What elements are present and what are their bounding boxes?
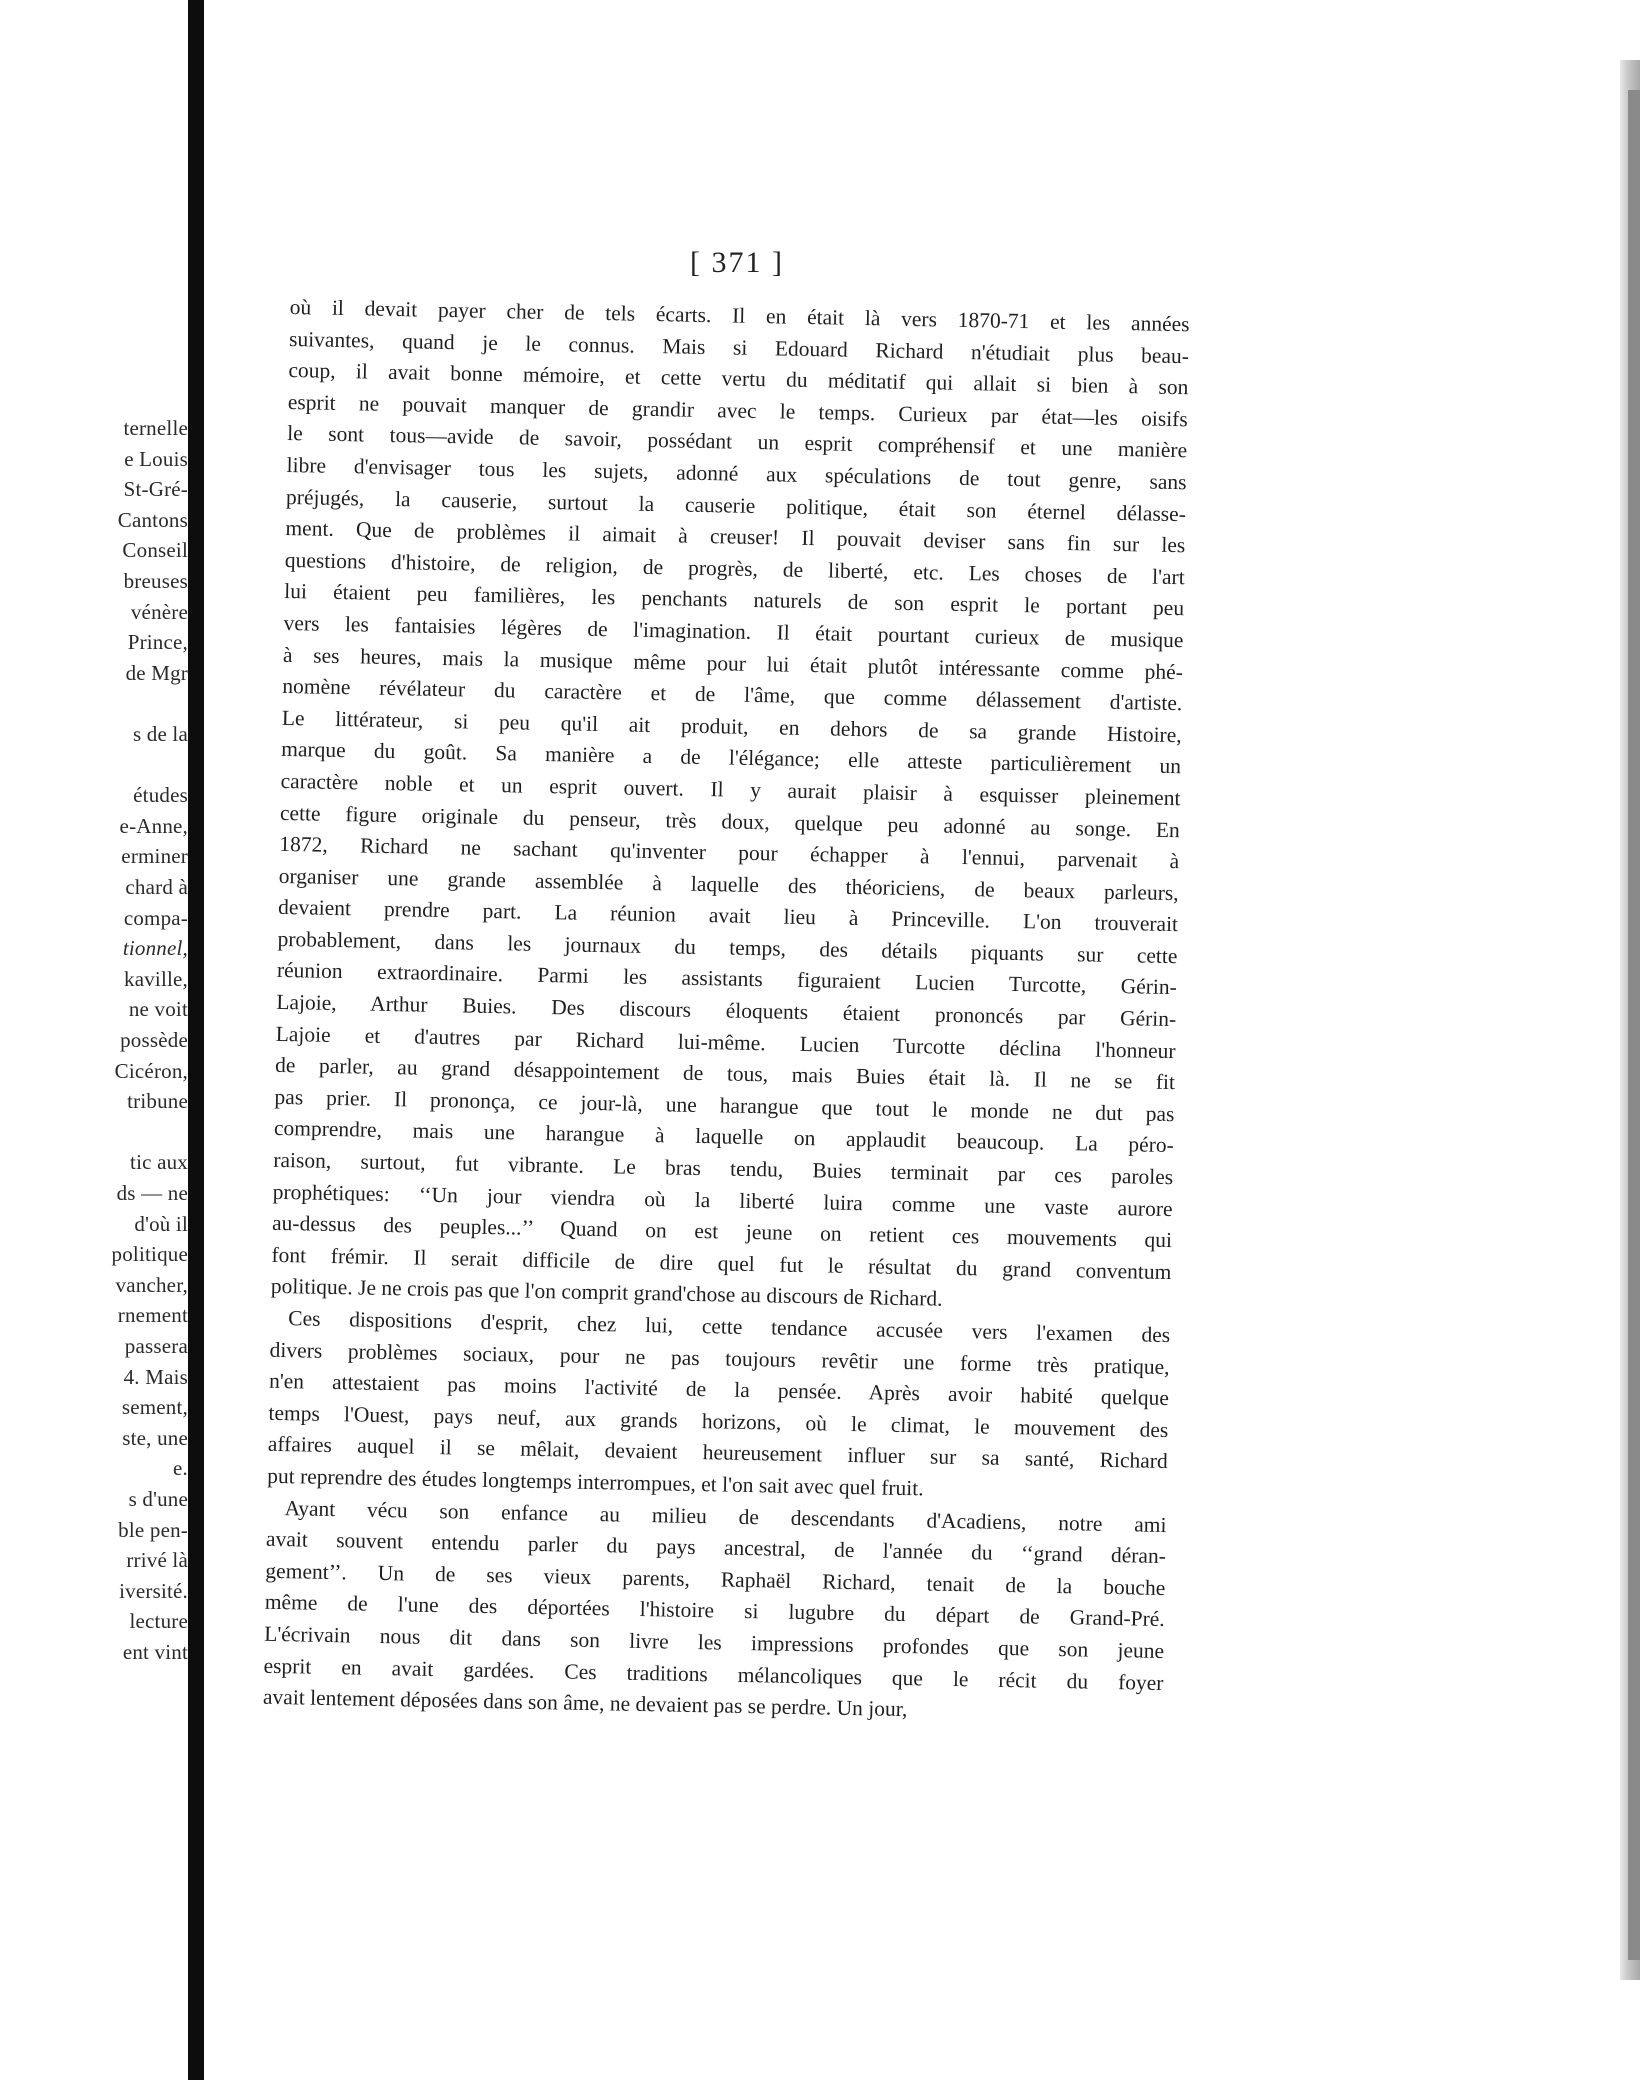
left-page-line: sement,	[121, 1395, 188, 1420]
text-line: au-dessus des peuples...’’ Quand on est jeune on retient ces mouvements qui	[271, 1211, 1173, 1253]
left-page-line: erminer	[121, 844, 188, 869]
text-line: L'écrivain nous dit dans son livre les impressions profondes que son jeune	[264, 1621, 1165, 1663]
text-line: probablement, dans les journaux du temps, des détails piquants sur cette	[277, 926, 1178, 969]
text-line: coup, il avait bonne mémoire, et cette vertu du méditatif qui allait si bien à son	[288, 358, 1189, 400]
text-line: esprit en avait gardées. Ces traditions mélancoliques que le récit du foyer	[263, 1653, 1164, 1695]
text-line: de parler, au grand désappointement de tous, mais Buies était là. Il ne se fit	[274, 1053, 1176, 1095]
text-line: font frémir. Il serait difficile de dire quel fut le résultat du grand conventum	[271, 1242, 1172, 1284]
text-line: temps l'Ouest, pays neuf, aux grands horizons, où le climat, le mouvement des	[268, 1400, 1169, 1442]
left-page-line: tribune	[127, 1089, 188, 1114]
text-line: organiser une grande assemblée à laquelle des théoriciens, de beaux parleurs,	[278, 863, 1179, 905]
left-page-line: tic aux	[130, 1150, 188, 1175]
left-page-line: vancher,	[115, 1272, 188, 1297]
left-page-line: ste, une	[122, 1425, 188, 1450]
left-page-line: St-Gré-	[123, 477, 188, 502]
left-page-line: de Mgr	[125, 660, 188, 685]
text-line: put reprendre des études longtemps interrompues, et l'on sait avec quel fruit.	[267, 1463, 924, 1501]
left-page-line: lecture	[129, 1609, 188, 1634]
body-text	[263, 292, 1190, 1731]
text-line: cette figure originale du penseur, très doux, quelque peu adonné au songe. En	[279, 800, 1181, 842]
text-line: avait souvent entendu parler du pays ancestral, de l'année du ‘‘grand déran-	[265, 1526, 1167, 1569]
text-line: nomène révélateur du caractère et de l'âme, que comme délassement d'artiste.	[282, 674, 1183, 716]
text-line: Lajoie et d'autres par Richard lui-même. Lucien Turcotte déclina l'honneur	[275, 1021, 1176, 1063]
left-page-line: ds — ne	[116, 1181, 188, 1205]
text-line: comprendre, mais une harangue à laquelle on applaudit beaucoup. La péro-	[273, 1116, 1175, 1158]
text-line: gement’’. Un de ses vieux parents, Raphaël Richard, tenait de la bouche	[265, 1558, 1166, 1600]
left-page-line: possède	[120, 1028, 188, 1052]
text-line: Ces dispositions d'esprit, chez lui, cette tendance accusée vers l'examen des	[288, 1306, 1171, 1348]
left-page-line: Cantons	[117, 507, 188, 532]
left-page-line: Prince,	[127, 630, 188, 655]
left-page-line: e.	[173, 1456, 188, 1481]
left-page-line: e-Anne,	[119, 813, 188, 838]
left-page-line: breuses	[123, 569, 188, 593]
left-page-line: tionnel,	[122, 936, 188, 961]
left-page-line: Conseil	[122, 538, 188, 563]
left-page-line: e Louis	[124, 446, 188, 471]
left-page-line: Cicéron,	[114, 1058, 188, 1083]
left-page-line: ble pen-	[118, 1517, 188, 1542]
text-line: Ayant vécu son enfance au milieu de descendants d'Acadiens, notre ami	[284, 1495, 1167, 1537]
text-line: 1872, Richard ne sachant qu'inventer pour échapper à l'ennui, parvenait à	[279, 831, 1180, 874]
text-line: divers problèmes sociaux, pour ne pas toujours revêtir une forme très pratique,	[269, 1337, 1170, 1379]
text-line: avait lentement déposées dans son âme, ne devaient pas se perdre. Un jour,	[262, 1684, 908, 1722]
left-page-fragment	[0, 0, 192, 2080]
left-page-line: kaville,	[124, 966, 188, 991]
text-line: libre d'envisager tous les sujets, adonné aux spéculations de tout genre, sans	[286, 452, 1187, 495]
text-line: Lajoie, Arthur Buies. Des discours éloquents étaient prononcés par Gérin-	[276, 989, 1177, 1032]
left-page-line: 4. Mais	[123, 1364, 188, 1389]
left-page-line: ne voit	[128, 997, 188, 1022]
left-page-line: compa-	[123, 905, 188, 930]
left-page-line: ent vint	[122, 1640, 188, 1664]
text-line: caractère noble et un esprit ouvert. Il y aurait plaisir à esquisser pleinement	[280, 768, 1181, 811]
left-page-line: vénère	[130, 599, 188, 624]
text-line: n'en attestaient pas moins l'activité de la pensée. Après avoir habité quelque	[268, 1368, 1170, 1411]
text-line: esprit ne pouvait manquer de grandir avec le temps. Curieux par état—les oisifs	[287, 389, 1188, 432]
text-line: marque du goût. Sa manière a de l'élégance; elle atteste particulièrement un	[280, 737, 1182, 779]
left-page-line: rrivé là	[126, 1548, 188, 1573]
left-page-line: rnement	[117, 1303, 188, 1328]
left-page-line: études	[133, 783, 188, 808]
left-page-line: passera	[124, 1334, 188, 1358]
book-gutter	[188, 0, 204, 2080]
text-line: prophétiques: ‘‘Un jour viendra où la liberté luira comme une vaste aurore	[272, 1179, 1173, 1221]
text-line: même de l'une des déportées l'histoire si lugubre du départ de Grand-Pré.	[264, 1590, 1165, 1632]
text-line: réunion extraordinaire. Parmi les assistants figuraient Lucien Turcotte, Gérin-	[276, 958, 1178, 1000]
paragraph	[263, 1492, 1167, 1730]
left-page-line: s d'une	[128, 1487, 188, 1511]
left-page-line: chard à	[125, 875, 188, 899]
text-line: vers les fantaisies légères de l'imagination. Il était pourtant curieux de musique	[283, 610, 1184, 653]
left-page-line: iversité.	[119, 1578, 188, 1603]
left-page-line: s de la	[132, 722, 188, 746]
text-line: pas prier. Il prononça, ce jour-là, une harangue que tout le monde ne dut pas	[274, 1084, 1175, 1126]
text-line: questions d'histoire, de religion, de progrès, de liberté, etc. Les choses de l'art	[284, 547, 1185, 589]
left-page-line: ternelle	[123, 416, 188, 440]
page-edge-shadow	[1628, 90, 1640, 1960]
text-line: le sont tous—avide de savoir, possédant un esprit compréhensif et une manière	[287, 421, 1188, 463]
paragraph	[267, 1303, 1170, 1510]
text-line: où il devait payer cher de tels écarts. Il en était là vers 1870-71 et les années	[289, 294, 1190, 337]
left-page-line: politique	[111, 1242, 188, 1267]
paragraph	[271, 292, 1190, 1320]
text-line: préjugés, la causerie, surtout la causerie politique, était son éternel délasse-	[285, 484, 1187, 526]
text-line: ment. Que de problèmes il aimait à creuser! Il pouvait deviser sans fin sur les	[285, 516, 1186, 558]
text-line: raison, surtout, fut vibrante. Le bras tendu, Buies terminait par ces paroles	[273, 1147, 1174, 1190]
page-number: [ 371 ]	[690, 246, 784, 279]
text-line: politique. Je ne crois pas que l'on comprit grand'chose au discours de Richard.	[270, 1274, 943, 1312]
left-page-line: d'où il	[134, 1211, 188, 1236]
text-line: Le littérateur, si peu qu'il ait produit, en dehors de sa grande Histoire,	[281, 705, 1182, 747]
text-line: à ses heures, mais la musique même pour lui était plutôt intéressante comme phé-	[282, 642, 1184, 684]
text-line: devaient prendre part. La réunion avait lieu à Princeville. L'on trouverait	[277, 895, 1179, 937]
text-line: lui étaient peu familières, les penchants naturels de son esprit le portant peu	[284, 579, 1185, 621]
text-line: suivantes, quand je le connus. Mais si Edouard Richard n'étudiait plus beau-	[288, 326, 1190, 368]
text-line: affaires auquel il se mêlait, devaient heureusement influer sur sa santé, Richard	[267, 1432, 1168, 1474]
